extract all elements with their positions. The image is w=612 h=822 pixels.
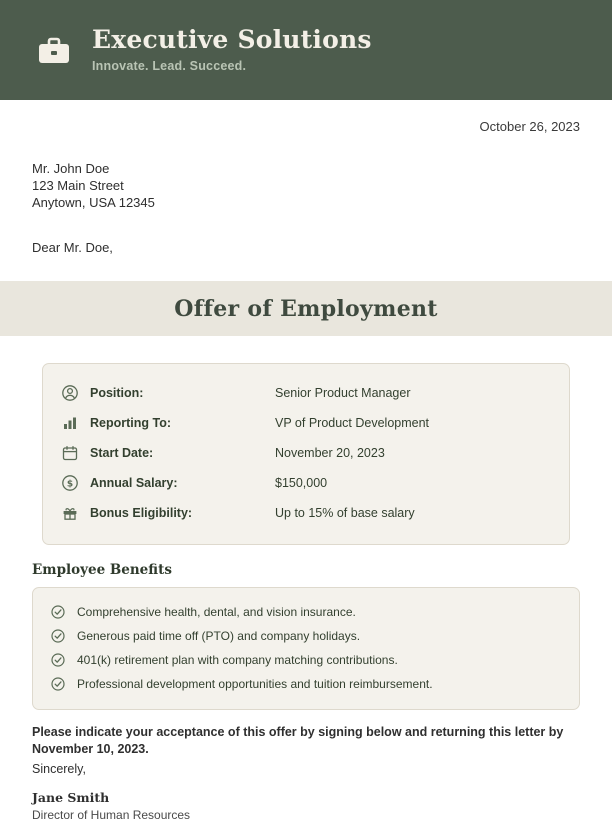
check-circle-icon (51, 653, 65, 667)
briefcase-icon (34, 30, 74, 70)
page-header (0, 0, 612, 100)
detail-row (61, 468, 551, 498)
check-circle-icon (51, 605, 65, 619)
detail-label: Annual Salary: (90, 476, 178, 490)
gift-icon (61, 504, 79, 522)
detail-label: Position: (90, 386, 144, 400)
svg-text:$: $ (66, 479, 74, 490)
detail-value: Senior Product Manager (275, 386, 411, 400)
check-circle-icon (51, 629, 65, 643)
detail-label: Bonus Eligibility: (90, 506, 193, 520)
detail-value: November 20, 2023 (275, 446, 385, 460)
user-circle-icon (61, 384, 79, 402)
list-item (51, 624, 561, 648)
sincerely-line: Sincerely, (32, 762, 86, 776)
benefits-heading: Employee Benefits (32, 562, 172, 578)
detail-value: VP of Product Development (275, 416, 430, 430)
detail-label: Reporting To: (90, 416, 171, 430)
benefit-text: Comprehensive health, dental, and vision insurance. (77, 605, 356, 619)
detail-row (61, 378, 551, 408)
letter-body (0, 100, 612, 255)
signer-title: Director of Human Resources (32, 808, 191, 822)
list-item (51, 672, 561, 696)
benefit-text: Generous paid time off (PTO) and company holidays. (77, 629, 361, 643)
company-tagline: Innovate. Lead. Succeed. (92, 59, 247, 74)
signer-name: Jane Smith (32, 790, 110, 805)
detail-value: $150,000 (275, 476, 328, 490)
detail-label: Start Date: (90, 446, 154, 460)
recipient-street: 123 Main Street (32, 178, 124, 193)
letter-date: October 26, 2023 (479, 119, 580, 134)
list-item (51, 600, 561, 624)
org-chart-icon (61, 414, 79, 432)
benefits-card (32, 587, 580, 710)
offer-details-card (42, 363, 570, 545)
recipient-city-state-zip: Anytown, USA 12345 (32, 195, 155, 210)
page-title: Offer of Employment (174, 295, 438, 322)
list-item (51, 648, 561, 672)
offer-title-band (0, 281, 612, 336)
company-name: Executive Solutions (92, 24, 372, 54)
benefit-text: 401(k) retirement plan with company matching contributions. (77, 653, 398, 667)
check-circle-icon (51, 677, 65, 691)
recipient-name: Mr. John Doe (32, 161, 110, 176)
closing-paragraph: Please indicate your acceptance of this offer by signing below and returning this letter by November 10, 2023. (32, 725, 564, 756)
benefit-text: Professional development opportunities and tuition reimbursement. (77, 677, 433, 691)
detail-row (61, 438, 551, 468)
calendar-icon (61, 444, 79, 462)
salutation: Dear Mr. Doe, (32, 240, 113, 255)
dollar-coin-icon (61, 474, 79, 492)
detail-row (61, 498, 551, 528)
detail-row (61, 408, 551, 438)
recipient-address (32, 160, 580, 211)
detail-value: Up to 15% of base salary (275, 506, 415, 520)
